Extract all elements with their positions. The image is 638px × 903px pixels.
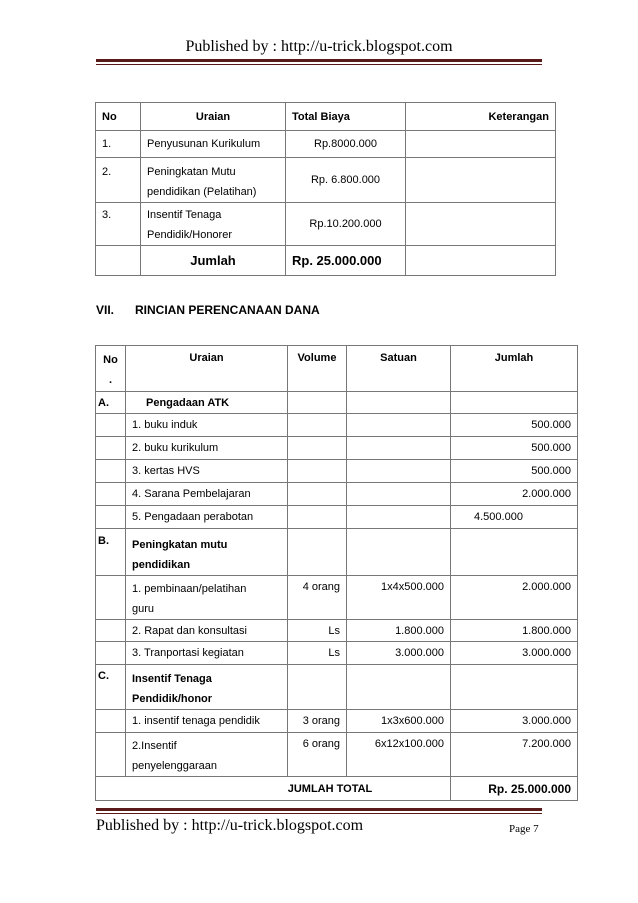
empty-cell [96, 642, 126, 665]
item-jumlah: 3.000.000 [451, 710, 578, 733]
total-row [96, 777, 578, 801]
item-uraian [126, 576, 288, 620]
total-label: JUMLAH TOTAL [96, 777, 451, 801]
empty-cell [451, 392, 578, 414]
row-keterangan [406, 203, 556, 246]
section-title: RINCIAN PERENCANAAN DANA [135, 303, 320, 317]
empty-cell [347, 529, 451, 576]
section-letter: B. [96, 529, 126, 576]
empty-cell [288, 460, 347, 483]
section-letter: C. [96, 665, 126, 710]
item-jumlah: 500.000 [451, 460, 578, 483]
table-row [96, 642, 578, 665]
row-uraian [141, 158, 286, 203]
header-no [96, 346, 126, 392]
item-uraian: 5. Pengadaan perabotan [126, 506, 288, 529]
empty-cell [288, 506, 347, 529]
item-uraian: 2. Rapat dan konsultasi [126, 620, 288, 642]
section-number: VII. [96, 303, 115, 317]
item-volume: 3 orang [288, 710, 347, 733]
table-row [96, 131, 556, 158]
row-keterangan [406, 131, 556, 158]
empty-cell [347, 506, 451, 529]
table-header-row [96, 346, 578, 392]
footer-rule-thin [96, 813, 542, 814]
item-uraian: 1. buku induk [126, 414, 288, 437]
item-jumlah: 2.000.000 [451, 483, 578, 506]
budget-detail-table [95, 345, 578, 801]
budget-summary-table [95, 102, 556, 276]
row-total: Rp. 6.800.000 [286, 158, 406, 203]
page-header: Published by : http://u-trick.blogspot.com [185, 38, 453, 55]
empty-cell [347, 483, 451, 506]
total-label: Jumlah [141, 246, 286, 276]
empty-cell [347, 414, 451, 437]
footer-rule-thick [96, 808, 542, 811]
section-title: Pengadaan ATK [126, 392, 288, 414]
header-jumlah: Jumlah [451, 346, 578, 392]
empty-cell [96, 576, 126, 620]
table-row [96, 506, 578, 529]
item-jumlah: 4.500.000 [451, 506, 578, 529]
empty-cell [451, 665, 578, 710]
total-keterangan [406, 246, 556, 276]
row-uraian [141, 203, 286, 246]
row-uraian-line1: Insentif Tenaga [147, 209, 222, 221]
table-row [96, 158, 556, 203]
item-satuan: 1x4x500.000 [347, 576, 451, 620]
item-jumlah: 2.000.000 [451, 576, 578, 620]
header-rule-thick [96, 59, 542, 62]
section-row-b [96, 529, 578, 576]
empty-cell [347, 437, 451, 460]
item-uraian: 1. insentif tenaga pendidik [126, 710, 288, 733]
table-row [96, 414, 578, 437]
item-satuan: 3.000.000 [347, 642, 451, 665]
item-volume: Ls [288, 620, 347, 642]
empty-cell [288, 414, 347, 437]
item-uraian: 2. buku kurikulum [126, 437, 288, 460]
total-no [96, 246, 141, 276]
item-volume: 6 orang [288, 733, 347, 777]
empty-cell [96, 733, 126, 777]
item-uraian-line1: 2.Insentif [132, 740, 177, 752]
table-row [96, 620, 578, 642]
item-volume: Ls [288, 642, 347, 665]
total-row [96, 246, 556, 276]
item-uraian-line2: penyelenggaraan [132, 760, 218, 772]
table-row [96, 460, 578, 483]
empty-cell [96, 414, 126, 437]
empty-cell [347, 665, 451, 710]
empty-cell [288, 392, 347, 414]
header-keterangan: Keterangan [406, 103, 556, 131]
row-no: 2. [96, 158, 141, 203]
empty-cell [451, 529, 578, 576]
row-no: 1. [96, 131, 141, 158]
item-uraian [126, 733, 288, 777]
empty-cell [96, 710, 126, 733]
header-uraian: Uraian [141, 103, 286, 131]
empty-cell [288, 665, 347, 710]
empty-cell [96, 620, 126, 642]
page-footer: Published by : http://u-trick.blogspot.com [96, 817, 364, 834]
item-satuan: 1.800.000 [347, 620, 451, 642]
header-no: No [96, 103, 141, 131]
empty-cell [96, 460, 126, 483]
item-uraian: 3. Tranportasi kegiatan [126, 642, 288, 665]
item-jumlah: 500.000 [451, 414, 578, 437]
table-row [96, 203, 556, 246]
total-value: Rp. 25.000.000 [286, 246, 406, 276]
section-title-line1: Insentif Tenaga [132, 673, 212, 685]
row-uraian-line2: pendidikan (Pelatihan) [147, 186, 257, 198]
row-keterangan [406, 158, 556, 203]
row-uraian-line1: Peningkatan Mutu [147, 166, 236, 178]
row-uraian-line2: Pendidik/Honorer [147, 229, 232, 241]
empty-cell [347, 460, 451, 483]
empty-cell [288, 529, 347, 576]
item-uraian-line2: guru [132, 603, 155, 615]
total-value: Rp. 25.000.000 [451, 777, 578, 801]
empty-cell [96, 483, 126, 506]
header-satuan: Satuan [347, 346, 451, 392]
table-row [96, 576, 578, 620]
section-title-line1: Peningkatan mutu [132, 539, 228, 551]
item-volume: 4 orang [288, 576, 347, 620]
table-header-row [96, 103, 556, 131]
item-uraian: 4. Sarana Pembelajaran [126, 483, 288, 506]
table-row [96, 733, 578, 777]
item-uraian: 3. kertas HVS [126, 460, 288, 483]
header-no-line1: No [103, 354, 118, 366]
section-title-line2: Pendidik/honor [132, 693, 213, 705]
table-row [96, 483, 578, 506]
table-row [96, 437, 578, 460]
empty-cell [288, 483, 347, 506]
item-jumlah: 1.800.000 [451, 620, 578, 642]
empty-cell [96, 506, 126, 529]
table-row [96, 710, 578, 733]
header-uraian: Uraian [126, 346, 288, 392]
empty-cell [96, 437, 126, 460]
header-rule-thin [96, 64, 542, 65]
empty-cell [347, 392, 451, 414]
header-total-biaya: Total Biaya [286, 103, 406, 131]
header-no-line2: . [108, 374, 113, 386]
section-title [126, 665, 288, 710]
item-uraian-line1: 1. pembinaan/pelatihan [132, 583, 247, 595]
item-jumlah: 7.200.000 [451, 733, 578, 777]
row-total: Rp.10.200.000 [286, 203, 406, 246]
item-jumlah: 500.000 [451, 437, 578, 460]
item-satuan: 6x12x100.000 [347, 733, 451, 777]
section-row-a [96, 392, 578, 414]
empty-cell [288, 437, 347, 460]
row-total: Rp.8000.000 [286, 131, 406, 158]
section-title-line2: pendidikan [132, 559, 191, 571]
row-no: 3. [96, 203, 141, 246]
section-row-c [96, 665, 578, 710]
item-jumlah: 3.000.000 [451, 642, 578, 665]
header-volume: Volume [288, 346, 347, 392]
row-uraian: Penyusunan Kurikulum [141, 131, 286, 158]
item-satuan: 1x3x600.000 [347, 710, 451, 733]
section-title [126, 529, 288, 576]
section-letter: A. [96, 392, 126, 414]
page-number: Page 7 [509, 823, 539, 835]
